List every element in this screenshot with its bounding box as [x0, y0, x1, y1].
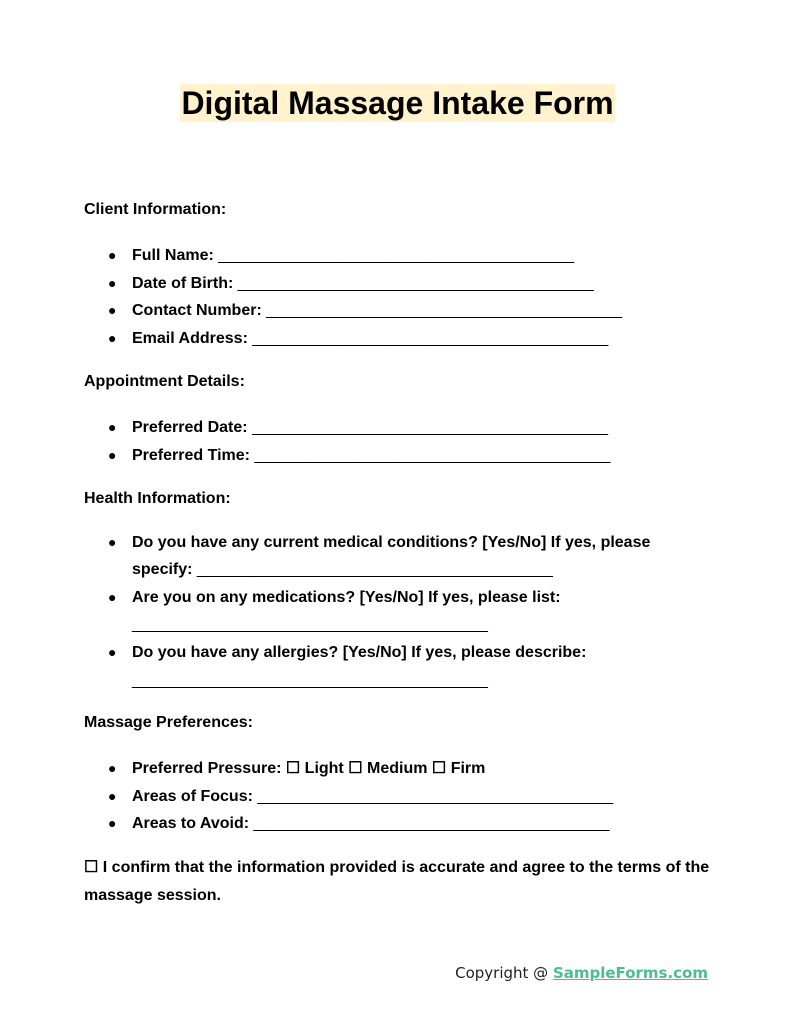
confirmation-checkbox[interactable]: ☐ I confirm that the information provided is accurate and agree to the terms of the massage session.	[84, 858, 710, 904]
preferred-time-field[interactable]: ________________________________________	[254, 446, 611, 464]
medications-field[interactable]: ________________________________________	[132, 616, 488, 634]
client-info-list	[84, 242, 714, 352]
title-wrap	[0, 84, 795, 122]
bullet-icon: ●	[108, 247, 117, 263]
areas-focus-field[interactable]: ________________________________________	[257, 787, 614, 805]
appointment-list	[84, 414, 714, 469]
list-item-preferred-time: ● Preferred Time: ________________________________________	[84, 442, 714, 470]
areas-avoid-field[interactable]: ________________________________________	[253, 815, 610, 833]
bullet-icon: ●	[108, 643, 117, 660]
email-field[interactable]: ________________________________________	[252, 329, 609, 347]
list-item-medications: ● Are you on any medications? [Yes/No] If yes, please list: ________________________________________	[84, 584, 714, 639]
list-item-contact: ● Contact Number: ________________________________________	[84, 297, 714, 325]
form-body	[84, 199, 714, 910]
full-name-field[interactable]: ________________________________________	[218, 247, 575, 264]
copyright	[455, 964, 708, 982]
pressure-firm-checkbox[interactable]: ☐ Firm	[431, 760, 486, 778]
list-item-allergies: ● Do you have any allergies? [Yes/No] If yes, please describe: ________________________________________	[84, 639, 714, 694]
bullet-icon: ●	[108, 419, 117, 436]
section-heading-health: Health Information:	[84, 489, 231, 507]
preferences-list	[84, 755, 714, 838]
allergies-field[interactable]: ________________________________________	[132, 671, 488, 689]
list-item-full-name: ● Full Name: ________________________________________	[84, 242, 714, 270]
list-item-email: ● Email Address: ________________________________________	[84, 325, 714, 353]
list-item-areas-avoid: ● Areas to Avoid: ________________________________________	[84, 810, 714, 838]
medical-conditions-field[interactable]: ________________________________________	[196, 561, 553, 579]
dob-field[interactable]: ________________________________________	[237, 274, 594, 292]
section-heading-client: Client Information:	[84, 201, 227, 218]
list-item-pressure: ● Preferred Pressure: ☐ Light ☐ Medium ☐ Firm	[84, 755, 714, 783]
pressure-medium-checkbox[interactable]: ☐ Medium	[348, 760, 428, 778]
bullet-icon: ●	[108, 329, 117, 346]
pressure-light-checkbox[interactable]: ☐ Light	[285, 760, 344, 778]
copyright-prefix: Copyright @	[455, 964, 553, 982]
health-list	[84, 529, 714, 695]
section-heading-preferences: Massage Preferences:	[84, 714, 253, 732]
preferred-date-field[interactable]: ________________________________________	[252, 419, 608, 437]
contact-field[interactable]: ________________________________________	[266, 302, 623, 320]
bullet-icon: ●	[108, 787, 117, 804]
page-title: Digital Massage Intake Form	[181, 85, 614, 121]
bullet-icon: ●	[108, 760, 117, 777]
bullet-icon: ●	[108, 446, 117, 463]
brand-link[interactable]: SampleForms.com	[552, 964, 708, 982]
bullet-icon: ●	[108, 815, 117, 832]
list-item-dob: ● Date of Birth: ________________________________________	[84, 270, 714, 298]
bullet-icon: ●	[108, 588, 117, 605]
list-item-preferred-date: ● Preferred Date: ________________________________________	[84, 414, 714, 442]
list-item-medical-conditions: ● Do you have any current medical conditions? [Yes/No] If yes, please specify: ________________________________________	[84, 529, 714, 584]
section-heading-appointment: Appointment Details:	[84, 373, 245, 391]
bullet-icon: ●	[108, 274, 117, 291]
list-item-areas-focus: ● Areas of Focus: ________________________________________	[84, 783, 714, 811]
bullet-icon: ●	[108, 302, 117, 319]
bullet-icon: ●	[108, 533, 117, 550]
